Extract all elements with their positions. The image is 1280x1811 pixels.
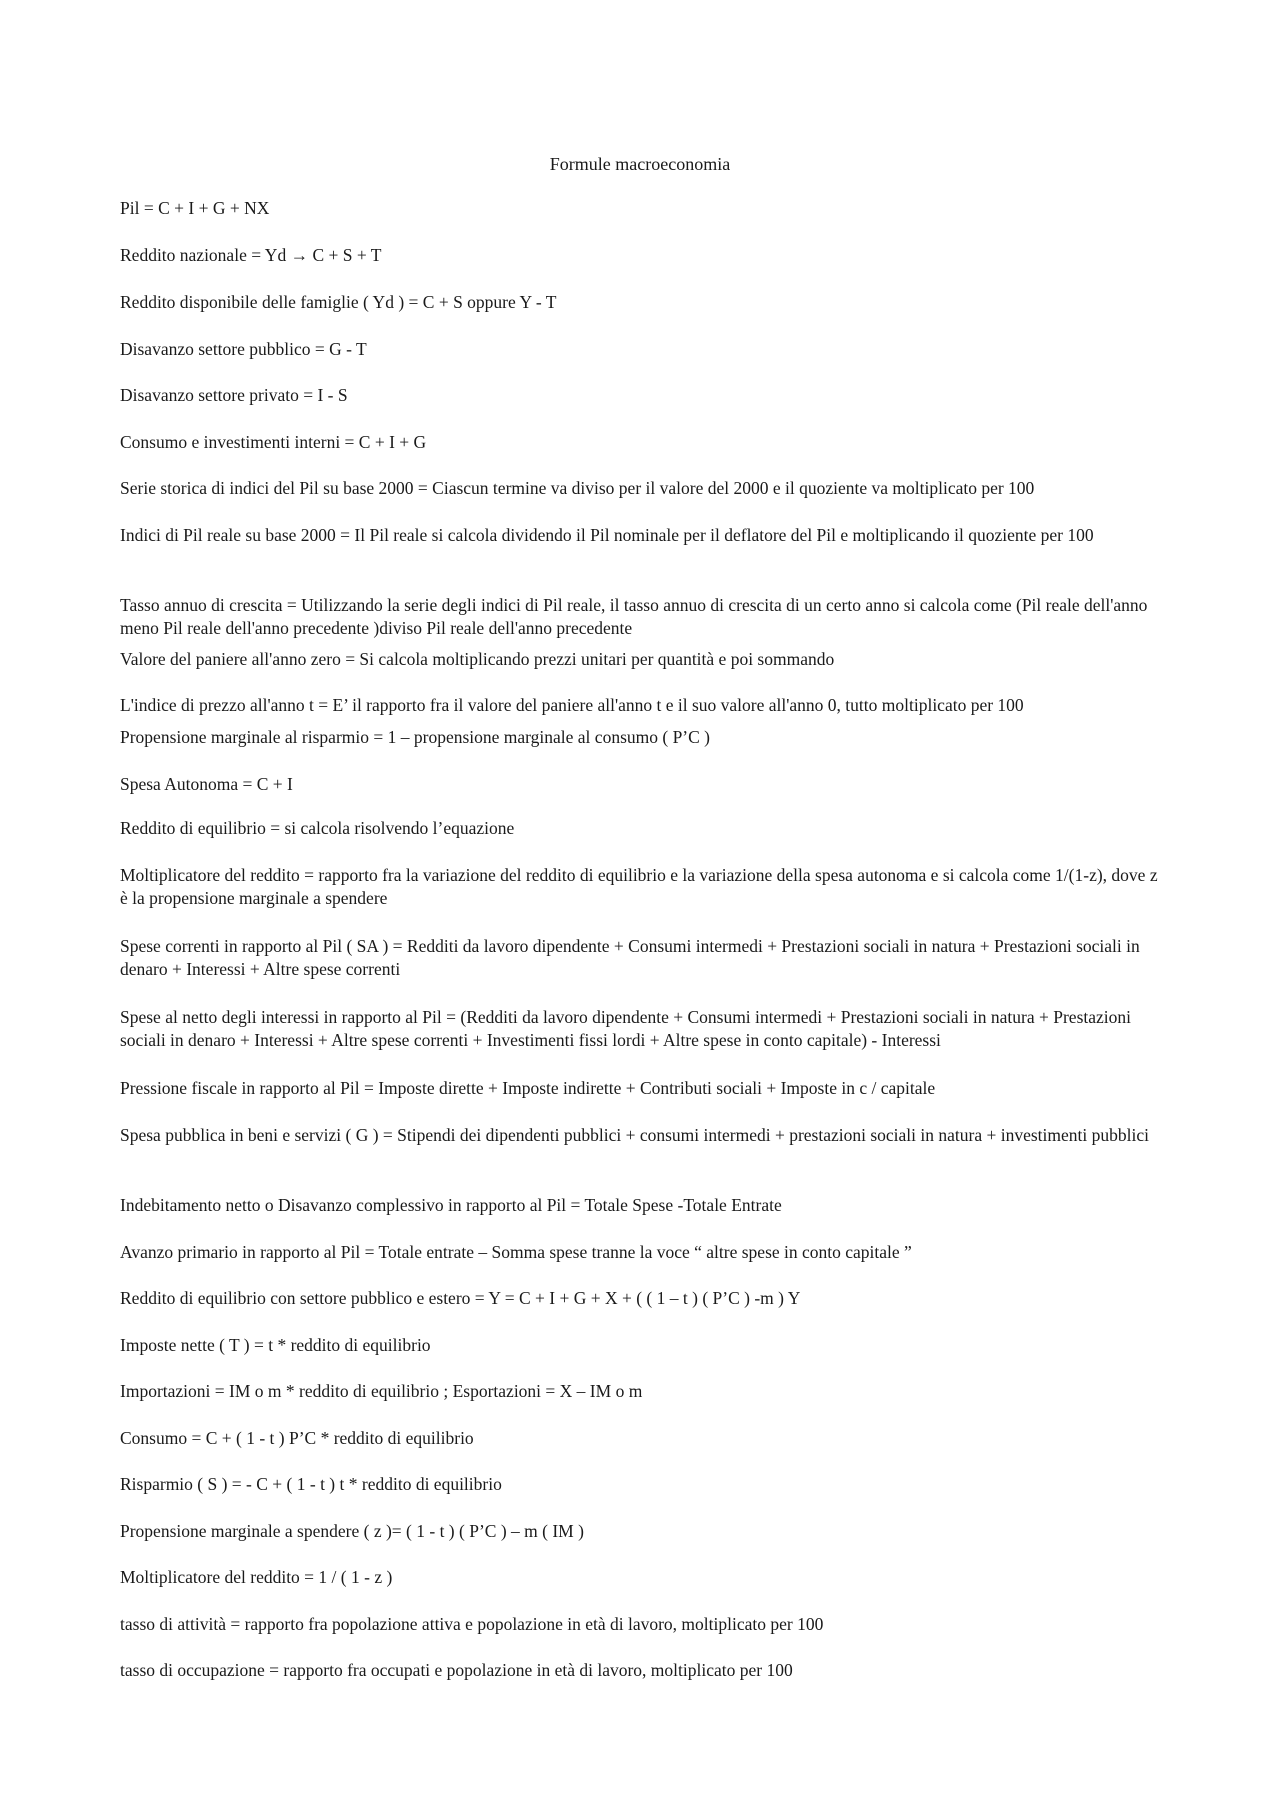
formula-reddito-disponibile: Reddito disponibile delle famiglie ( Yd ) = C + S oppure Y - T bbox=[120, 292, 557, 312]
formula-consumo: Consumo = C + ( 1 - t ) P’C * reddito di equilibrio bbox=[120, 1428, 474, 1448]
formula-disavanzo-pubblico: Disavanzo settore pubblico = G - T bbox=[120, 339, 367, 359]
formula-moltiplicatore-reddito: Moltiplicatore del reddito = 1 / ( 1 - z ) bbox=[120, 1567, 393, 1587]
formula-valore-paniere: Valore del paniere all'anno zero = Si calcola moltiplicando prezzi unitari per quantità e poi sommando bbox=[120, 649, 835, 669]
formula-indice-prezzo: L'indice di prezzo all'anno t = E’ il rapporto fra il valore del paniere all'anno t e il suo valore all'anno 0, tutto moltiplicato per 100 bbox=[120, 695, 1024, 715]
formula-reddito-equilibrio-estero: Reddito di equilibrio con settore pubblico e estero = Y = C + I + G + X + ( ( 1 – t ) ( P’C ) -m ) Y bbox=[120, 1288, 801, 1308]
formula-spesa-autonoma: Spesa Autonoma = C + I bbox=[120, 774, 293, 794]
formula-pil: Pil = C + I + G + NX bbox=[120, 198, 270, 218]
formula-tasso-attivita: tasso di attività = rapporto fra popolazione attiva e popolazione in età di lavoro, moltiplicato per 100 bbox=[120, 1614, 824, 1634]
formula-imposte-nette: Imposte nette ( T ) = t * reddito di equilibrio bbox=[120, 1335, 431, 1355]
formula-serie-storica: Serie storica di indici del Pil su base 2000 = Ciascun termine va diviso per il valore del 2000 e il quoziente va moltiplicato per 100 bbox=[120, 478, 1035, 498]
formula-reddito-nazionale: Reddito nazionale = Yd → C + S + T bbox=[120, 245, 382, 265]
formula-spesa-pubblica: Spesa pubblica in beni e servizi ( G ) = Stipendi dei dipendenti pubblici + consumi intermedi + prestazioni sociali in natura + investimenti pubblici bbox=[120, 1125, 1149, 1145]
formula-importazioni-esportazioni: Importazioni = IM o m * reddito di equilibrio ; Esportazioni = X – IM o m bbox=[120, 1381, 643, 1401]
formula-spese-netto-interessi: Spese al netto degli interessi in rapporto al Pil = (Redditi da lavoro dipendente + Consumi intermedi + Prestazioni sociali in natura + Prestazioni sociali in denaro + Interessi + Altre spese correnti + Investimenti fissi lordi + Altre spese in conto capitale) - Interessi bbox=[120, 1007, 1132, 1050]
formula-spese-correnti: Spese correnti in rapporto al Pil ( SA ) = Redditi da lavoro dipendente + Consumi intermedi + Prestazioni sociali in natura + Prestazioni sociali in denaro + Interessi + Altre spese correnti bbox=[120, 936, 1140, 979]
formula-propensione-spendere: Propensione marginale a spendere ( z )= ( 1 - t ) ( P’C ) – m ( IM ) bbox=[120, 1521, 584, 1541]
formula-propensione-risparmio: Propensione marginale al risparmio = 1 – propensione marginale al consumo ( P’C ) bbox=[120, 727, 711, 747]
formula-tasso-crescita: Tasso annuo di crescita = Utilizzando la serie degli indici di Pil reale, il tasso annuo di crescita di un certo anno si calcola come (Pil reale dell'anno meno Pil reale dell'anno precedente )diviso Pil reale dell'anno precedente bbox=[120, 595, 1148, 638]
formula-tasso-occupazione: tasso di occupazione = rapporto fra occupati e popolazione in età di lavoro, moltiplicato per 100 bbox=[120, 1660, 793, 1680]
formula-avanzo-primario: Avanzo primario in rapporto al Pil = Totale entrate – Somma spese tranne la voce “ altre spese in conto capitale ” bbox=[120, 1242, 912, 1262]
formula-disavanzo-privato: Disavanzo settore privato = I - S bbox=[120, 385, 348, 405]
document-title: Formule macroeconomia bbox=[549, 154, 731, 174]
formula-indebitamento-netto: Indebitamento netto o Disavanzo complessivo in rapporto al Pil = Totale Spese -Totale Entrate bbox=[120, 1195, 782, 1215]
formula-consumo-investimenti: Consumo e investimenti interni = C + I + G bbox=[120, 432, 427, 452]
formula-indici-pil-reale: Indici di Pil reale su base 2000 = Il Pil reale si calcola dividendo il Pil nominale per il deflatore del Pil e moltiplicando il quoziente per 100 bbox=[120, 525, 1094, 545]
formula-pressione-fiscale: Pressione fiscale in rapporto al Pil = Imposte dirette + Imposte indirette + Contributi sociali + Imposte in c / capitale bbox=[120, 1078, 936, 1098]
formula-risparmio: Risparmio ( S ) = - C + ( 1 - t ) t * reddito di equilibrio bbox=[120, 1474, 502, 1494]
formula-reddito-equilibrio: Reddito di equilibrio = si calcola risolvendo l’equazione bbox=[120, 818, 515, 838]
formula-moltiplicatore: Moltiplicatore del reddito = rapporto fra la variazione del reddito di equilibrio e la variazione della spesa autonoma e si calcola come 1/(1-z), dove z è la propensione marginale a spendere bbox=[120, 865, 1158, 908]
